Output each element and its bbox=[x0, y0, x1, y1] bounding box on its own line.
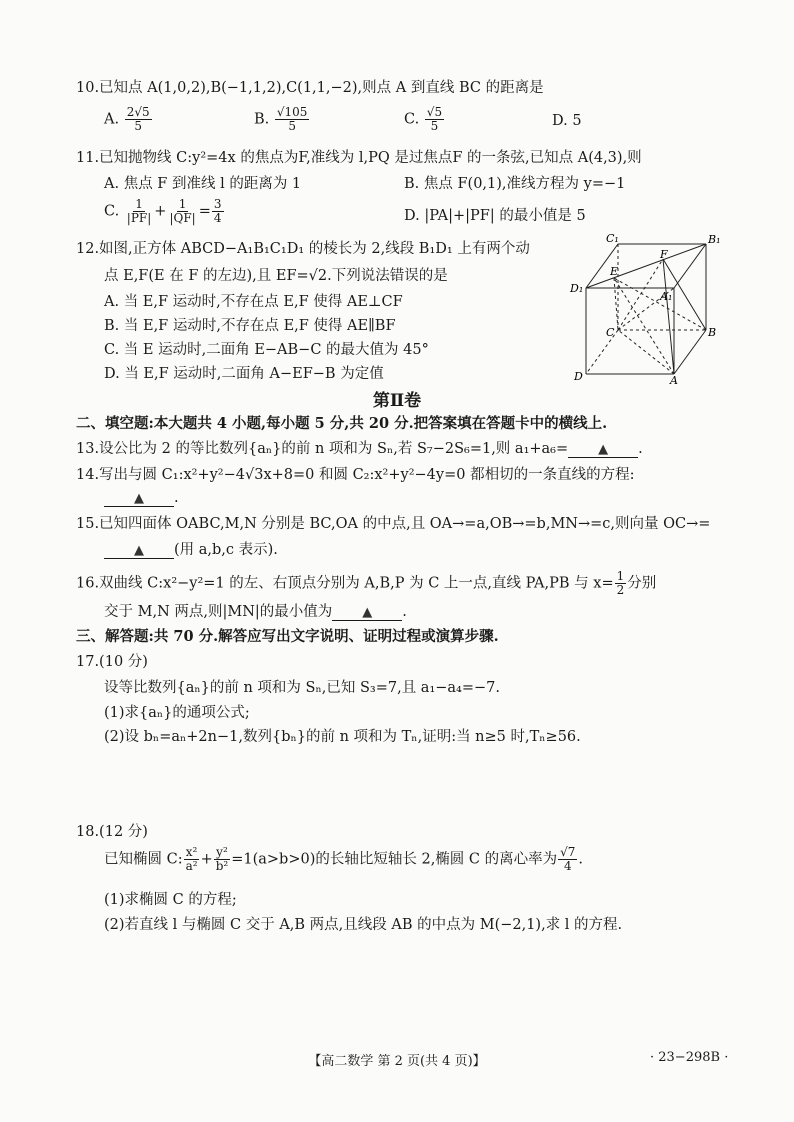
q11-option-c bbox=[104, 198, 225, 225]
triangle-icon: ▲ bbox=[598, 442, 609, 457]
q15-answer-blank[interactable] bbox=[104, 544, 174, 559]
q16-end: . bbox=[402, 604, 407, 620]
q10-option-b-value bbox=[275, 106, 310, 133]
numerator: √5 bbox=[426, 105, 443, 119]
label-A: A bbox=[670, 374, 678, 386]
numerator: 1 bbox=[178, 197, 187, 211]
q10-option-a-label: A. bbox=[104, 111, 120, 128]
q16-line1 bbox=[76, 570, 656, 597]
q18-part2: (2)若直线 l 与椭圆 C 交于 A,B 两点,且线段 AB 的中点为 M(−2,1),求 l 的方程. bbox=[104, 917, 623, 933]
q18-stem bbox=[104, 846, 583, 873]
triangle-icon: ▲ bbox=[134, 491, 144, 506]
q18-stem-a: 已知椭圆 C: bbox=[104, 851, 183, 868]
denominator: 5 bbox=[134, 119, 142, 133]
cube-figure bbox=[566, 230, 724, 386]
q13-text: 13.设公比为 2 的等比数列{aₙ}的前 n 项和为 Sₙ,若 S₇−2S₆=1,则 a₁+a₆= bbox=[76, 441, 569, 457]
denominator: 5 bbox=[430, 119, 439, 133]
q10-option-b bbox=[254, 106, 310, 133]
label-E: E bbox=[610, 265, 619, 278]
q10-option-d: D. 5 bbox=[552, 113, 582, 129]
q16-text-a: 16.双曲线 C:x²−y²=1 的左、右顶点分别为 A,B,P 为 C 上一点,直线 PA,PB 与 x= bbox=[76, 575, 614, 592]
q10-option-c-value bbox=[425, 106, 444, 133]
numerator: 2√5 bbox=[126, 105, 150, 119]
solve-header: 三、解答题:共 70 分.解答应写出文字说明、证明过程或演算步骤. bbox=[76, 628, 499, 645]
fraction bbox=[212, 198, 224, 225]
denominator: 4 bbox=[563, 859, 572, 873]
q18-title: 18.(12 分) bbox=[76, 824, 148, 840]
q10-option-a-value bbox=[125, 106, 152, 133]
q11-option-b: B. 焦点 F(0,1),准线方程为 y=−1 bbox=[404, 176, 626, 192]
numerator: y² bbox=[216, 845, 228, 859]
q11-option-d: D. |PA|+|PF| 的最小值是 5 bbox=[404, 208, 586, 224]
numerator: √105 bbox=[276, 105, 308, 119]
triangle-icon: ▲ bbox=[362, 605, 373, 620]
q16-text-2: 交于 M,N 两点,则|MN|的最小值为 bbox=[104, 604, 333, 620]
label-C: C bbox=[606, 326, 615, 339]
fraction-x bbox=[184, 846, 200, 873]
numerator: √7 bbox=[560, 845, 576, 859]
q17-title: 17.(10 分) bbox=[76, 654, 148, 670]
q16-text-b: 分别 bbox=[627, 575, 657, 592]
q12-option-a: A. 当 E,F 运动时,不存在点 E,F 使得 AE⊥CF bbox=[104, 294, 403, 310]
q14-end: . bbox=[174, 490, 179, 506]
q14-answer-blank[interactable] bbox=[104, 492, 174, 507]
label-D: D bbox=[574, 370, 583, 383]
denominator: 5 bbox=[288, 119, 296, 133]
equals-sign: = bbox=[198, 203, 211, 220]
label-B1: B₁ bbox=[708, 233, 721, 246]
q14-text: 14.写出与圆 C₁:x²+y²−4√3x+8=0 和圆 C₂:x²+y²−4y=0 都相切的一条直线的方程: bbox=[76, 467, 635, 483]
numerator: x² bbox=[185, 845, 198, 859]
q11-option-a: A. 焦点 F 到准线 l 的距离为 1 bbox=[104, 176, 302, 192]
fraction bbox=[167, 198, 197, 225]
q15-text: 15.已知四面体 OABC,M,N 分别是 BC,OA 的中点,且 OA→=a,OB→=b,MN→=c,则向量 OC→= bbox=[76, 516, 711, 532]
denominator: 4 bbox=[213, 211, 222, 225]
label-B: B bbox=[708, 326, 717, 339]
q12-option-b: B. 当 E,F 运动时,不存在点 E,F 使得 AE∥BF bbox=[104, 318, 396, 334]
paper-code: · 23−298B · bbox=[650, 1050, 729, 1065]
q18-part1: (1)求椭圆 C 的方程; bbox=[104, 892, 237, 908]
q13-answer-blank[interactable] bbox=[568, 443, 638, 458]
q18-stem-c: . bbox=[578, 851, 584, 868]
q18-stem-b: =1(a>b>0)的长轴比短轴长 2,椭圆 C 的离心率为 bbox=[231, 851, 558, 868]
q17-part2: (2)设 bₙ=aₙ+2n−1,数列{bₙ}的前 n 项和为 Tₙ,证明:当 n≥5 时,Tₙ≥56. bbox=[104, 729, 581, 745]
label-A1: A₁ bbox=[660, 290, 673, 303]
q10-option-c bbox=[404, 106, 445, 133]
q17-stem: 设等比数列{aₙ}的前 n 项和为 Sₙ,已知 S₃=7,且 a₁−a₄=−7. bbox=[104, 680, 500, 696]
q12-line2: 点 E,F(E 在 F 的左边),且 EF=√2.下列说法错误的是 bbox=[104, 268, 448, 284]
fraction bbox=[125, 198, 154, 225]
q16-answer-blank[interactable] bbox=[332, 606, 402, 621]
plus-sign: + bbox=[200, 851, 213, 868]
section-2-title: 第Ⅱ卷 bbox=[372, 391, 422, 411]
q13 bbox=[76, 437, 643, 458]
q10-stem: 10.已知点 A(1,0,2),B(−1,1,2),C(1,1,−2),则点 A 到直线 BC 的距离是 bbox=[76, 80, 544, 96]
page-footer: 【高二数学 第 2 页(共 4 页)】 bbox=[308, 1054, 486, 1069]
q10-option-a bbox=[104, 106, 153, 133]
numerator: 1 bbox=[616, 569, 625, 583]
numerator: 1 bbox=[135, 197, 143, 211]
denominator: a² bbox=[185, 859, 198, 873]
q10-option-c-label: C. bbox=[404, 111, 420, 128]
q12-line1: 12.如图,正方体 ABCD−A₁B₁C₁D₁ 的棱长为 2,线段 B₁D₁ 上有两个动 bbox=[76, 241, 530, 257]
q10-option-b-label: B. bbox=[254, 111, 270, 128]
q13-end: . bbox=[638, 441, 643, 457]
q17-part1: (1)求{aₙ}的通项公式; bbox=[104, 705, 250, 721]
label-D1: D₁ bbox=[570, 282, 584, 295]
q14-blank-line bbox=[104, 490, 179, 507]
q11-option-c-label: C. bbox=[104, 203, 120, 220]
q15-blank-line bbox=[104, 538, 278, 559]
denominator: 2 bbox=[616, 583, 625, 597]
denominator: |QF| bbox=[169, 211, 196, 225]
q15-tail: (用 a,b,c 表示). bbox=[174, 542, 278, 558]
fraction-eccentricity bbox=[558, 846, 577, 873]
q12-option-c: C. 当 E 运动时,二面角 E−AB−C 的最大值为 45° bbox=[104, 342, 429, 358]
q11-stem: 11.已知抛物线 C:y²=4x 的焦点为F,准线为 l,PQ 是过焦点F 的一条弦,已知点 A(4,3),则 bbox=[76, 150, 642, 166]
label-C1: C₁ bbox=[606, 232, 619, 245]
denominator: |PF| bbox=[126, 211, 152, 225]
q16-line2 bbox=[104, 600, 407, 621]
fraction-one-half bbox=[615, 570, 627, 597]
fraction-y bbox=[214, 846, 231, 873]
numerator: 3 bbox=[213, 197, 222, 211]
label-F: F bbox=[660, 248, 668, 261]
triangle-icon: ▲ bbox=[134, 543, 144, 558]
q12-option-d: D. 当 E,F 运动时,二面角 A−EF−B 为定值 bbox=[104, 366, 384, 382]
denominator: b² bbox=[215, 859, 229, 873]
plus-sign: + bbox=[154, 203, 167, 220]
fill-in-header: 二、填空题:本大题共 4 小题,每小题 5 分,共 20 分.把答案填在答题卡中的横线上. bbox=[76, 415, 608, 432]
